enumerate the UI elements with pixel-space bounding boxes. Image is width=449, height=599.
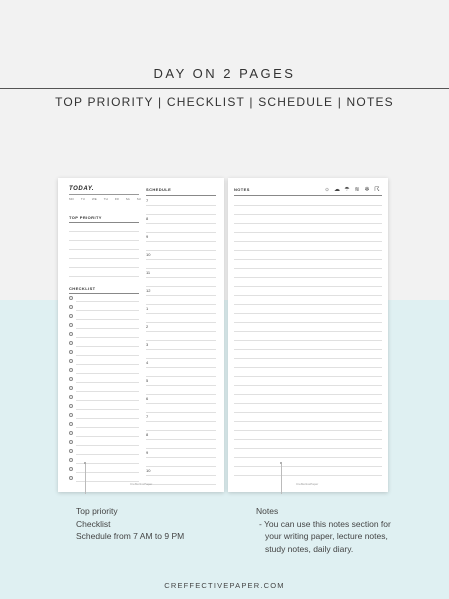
hour-label: 9 (146, 234, 149, 239)
checklist-line (76, 346, 139, 347)
caption-line: Schedule from 7 AM to 9 PM (76, 531, 185, 541)
priority-line (69, 267, 139, 268)
schedule-line (146, 421, 216, 422)
hour-label: 7 (146, 414, 149, 419)
planner-right-page (228, 178, 388, 492)
checkbox-circle[interactable] (69, 431, 73, 435)
hour-label: 5 (146, 378, 149, 383)
checkbox-circle[interactable] (69, 449, 73, 453)
checklist-line (76, 373, 139, 374)
notes-line (234, 205, 382, 206)
today-label: TODAY. (69, 186, 95, 192)
notes-line (234, 448, 382, 449)
checkbox-circle[interactable] (69, 404, 73, 408)
storm-icon: ☈ (374, 187, 380, 193)
schedule-line (146, 403, 216, 404)
notes-line (234, 457, 382, 458)
schedule-half-line (146, 358, 216, 359)
notes-line (234, 268, 382, 269)
caption-line: - You can use this notes section for (259, 518, 391, 529)
schedule-line (146, 367, 216, 368)
caption-line: Checklist (76, 518, 111, 529)
page-title: DAY ON 2 PAGES (153, 66, 296, 81)
caption-line: Top priority (76, 506, 118, 516)
checklist-line (76, 337, 139, 338)
caption-title: Notes (256, 506, 279, 516)
priority-line (69, 240, 139, 241)
wind-icon: ≋ (354, 187, 360, 193)
schedule-line (146, 277, 216, 278)
schedule-line (146, 457, 216, 458)
notes-line (234, 358, 382, 359)
checklist-line (76, 310, 139, 311)
right-caption (256, 505, 391, 555)
weekday-row (69, 197, 141, 201)
checkbox-circle[interactable] (69, 413, 73, 417)
hour-label: 9 (146, 450, 149, 455)
schedule-half-line (146, 412, 216, 413)
notes-line (234, 430, 382, 431)
schedule-half-line (146, 286, 216, 287)
schedule-half-line (146, 250, 216, 251)
schedule-line (146, 331, 216, 332)
notes-line (234, 304, 382, 305)
schedule-half-line (146, 214, 216, 215)
hour-label: 12 (146, 288, 151, 293)
hour-label: 4 (146, 360, 149, 365)
weekday: FR (114, 197, 119, 201)
checklist-line (76, 391, 139, 392)
notes-line (234, 394, 382, 395)
hour-label: 8 (146, 216, 149, 221)
page-subtitle: TOP PRIORITY | CHECKLIST | SCHEDULE | NOTES (55, 95, 394, 109)
weekday: SA (125, 197, 130, 201)
checkbox-circle[interactable] (69, 395, 73, 399)
priority-line (69, 231, 139, 232)
notes-line (234, 340, 382, 341)
schedule-rule (146, 195, 216, 196)
checklist-line (76, 409, 139, 410)
notes-line (234, 232, 382, 233)
schedule-half-line (146, 484, 216, 485)
notes-line (234, 367, 382, 368)
checkbox-circle[interactable] (69, 305, 73, 309)
checklist-line (76, 319, 139, 320)
schedule-half-line (146, 394, 216, 395)
checkbox-circle[interactable] (69, 467, 73, 471)
notes-line (234, 403, 382, 404)
checklist-line (76, 328, 139, 329)
checkbox-circle[interactable] (69, 359, 73, 363)
checklist-line (76, 382, 139, 383)
schedule-line (146, 295, 216, 296)
hour-label: 8 (146, 432, 149, 437)
schedule-line (146, 313, 216, 314)
left-caption (76, 505, 184, 543)
priority-line (69, 249, 139, 250)
schedule-line (146, 349, 216, 350)
notes-line (234, 259, 382, 260)
weekday: SU (136, 197, 141, 201)
hour-label: 3 (146, 342, 149, 347)
checklist-line (76, 364, 139, 365)
schedule-line (146, 259, 216, 260)
notes-line (234, 349, 382, 350)
notes-line (234, 313, 382, 314)
hour-label: 10 (146, 252, 151, 257)
weekday: WE (91, 197, 97, 201)
checkbox-circle[interactable] (69, 314, 73, 318)
schedule-half-line (146, 376, 216, 377)
hour-label: 2 (146, 324, 149, 329)
schedule-half-line (146, 340, 216, 341)
notes-line (234, 412, 382, 413)
schedule-line (146, 385, 216, 386)
priority-line (69, 276, 139, 277)
notes-line (234, 376, 382, 377)
checklist-rule (69, 293, 139, 294)
checklist-line (76, 418, 139, 419)
checklist-line (76, 427, 139, 428)
checkbox-circle[interactable] (69, 377, 73, 381)
rain-icon: ☂ (344, 187, 350, 193)
snow-icon: ❄ (364, 187, 370, 193)
top-priority-rule (69, 222, 139, 223)
schedule-half-line (146, 232, 216, 233)
checkbox-circle[interactable] (69, 332, 73, 336)
checkbox-circle[interactable] (69, 422, 73, 426)
today-line (69, 194, 139, 195)
top-priority-label: TOP PRIORITY (69, 215, 102, 220)
pointer-line (85, 464, 86, 494)
website-footer: CREFFECTIVEPAPER.COM (164, 581, 285, 590)
hour-label: 10 (146, 468, 151, 473)
schedule-half-line (146, 466, 216, 467)
notes-label: NOTES (234, 187, 250, 192)
notes-rule (234, 195, 382, 196)
schedule-half-line (146, 322, 216, 323)
schedule-half-line (146, 268, 216, 269)
notes-line (234, 385, 382, 386)
sun-icon: ☼ (324, 187, 330, 193)
notes-line (234, 439, 382, 440)
schedule-label: SCHEDULE (146, 187, 172, 192)
checkbox-circle[interactable] (69, 368, 73, 372)
planner-left-page (58, 178, 224, 492)
checkbox-circle[interactable] (69, 458, 73, 462)
schedule-line (146, 475, 216, 476)
checklist-line (76, 454, 139, 455)
checkbox-circle[interactable] (69, 386, 73, 390)
checklist-line (76, 400, 139, 401)
checklist-line (76, 355, 139, 356)
notes-line (234, 241, 382, 242)
pointer-line (281, 464, 282, 494)
checklist-line (76, 436, 139, 437)
checklist-line (76, 472, 139, 473)
brand-mark: CreffectivePaper (130, 482, 153, 486)
schedule-line (146, 241, 216, 242)
schedule-half-line (146, 430, 216, 431)
schedule-line (146, 205, 216, 206)
hour-label: 1 (146, 306, 149, 311)
notes-line (234, 250, 382, 251)
notes-line (234, 214, 382, 215)
hour-label: 7 (146, 198, 149, 203)
checklist-line (76, 301, 139, 302)
checklist-line (76, 445, 139, 446)
schedule-half-line (146, 304, 216, 305)
caption-line: study notes, daily diary. (265, 543, 354, 554)
notes-line (234, 223, 382, 224)
checklist-label: CHECKLIST (69, 286, 96, 291)
checkbox-circle[interactable] (69, 341, 73, 345)
hour-label: 6 (146, 396, 149, 401)
checkbox-circle[interactable] (69, 476, 73, 480)
title-divider (0, 88, 449, 89)
schedule-line (146, 439, 216, 440)
caption-line: your writing paper, lecture notes, (265, 531, 388, 541)
checkbox-circle[interactable] (69, 350, 73, 354)
hour-label: 11 (146, 270, 151, 275)
weekday: TH (103, 197, 108, 201)
priority-line (69, 258, 139, 259)
notes-line (234, 421, 382, 422)
cloud-icon: ☁ (334, 187, 340, 193)
checkbox-circle[interactable] (69, 323, 73, 327)
notes-line (234, 322, 382, 323)
schedule-line (146, 223, 216, 224)
weekday: MO (69, 197, 74, 201)
checkbox-circle[interactable] (69, 296, 73, 300)
brand-mark: CreffectivePaper (296, 482, 319, 486)
notes-line (234, 286, 382, 287)
notes-line (234, 475, 382, 476)
weekday: TU (80, 197, 85, 201)
schedule-half-line (146, 448, 216, 449)
notes-line (234, 295, 382, 296)
notes-line (234, 466, 382, 467)
notes-line (234, 277, 382, 278)
checkbox-circle[interactable] (69, 440, 73, 444)
notes-line (234, 331, 382, 332)
